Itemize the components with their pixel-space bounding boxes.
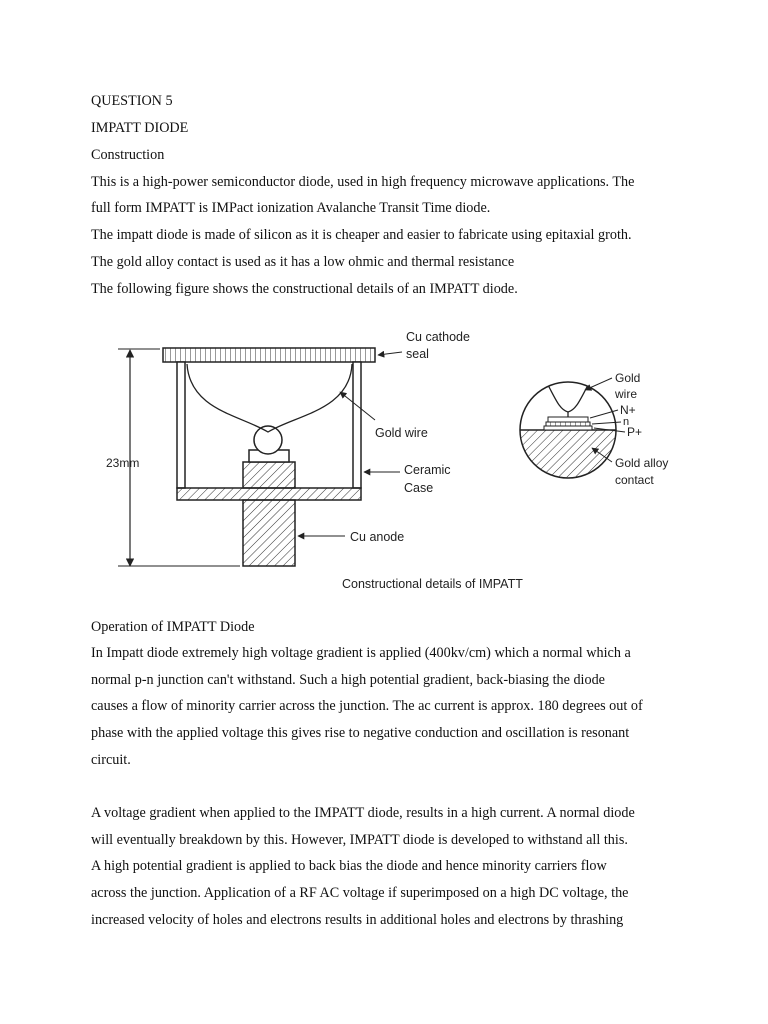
- detail-substrate: [518, 430, 618, 480]
- anode-stem-shape: [243, 500, 295, 566]
- detail-layer-n: [546, 422, 590, 426]
- paragraph-line: phase with the applied voltage this gives rise to negative conduction and oscillation is resonant: [91, 725, 630, 741]
- paragraph-line: The impatt diode is made of silicon as it is cheaper and easier to fabricate using epitaxial groth.: [91, 227, 632, 243]
- paragraph-line: This is a high-power semiconductor diode, used in high frequency microwave applications. The: [91, 174, 635, 190]
- impatt-construction-diagram: [0, 320, 768, 600]
- label-gold-wire: Gold wire: [375, 426, 428, 440]
- paragraph-line: across the junction. Application of a RF AC voltage if superimposed on a high DC voltage, the: [91, 885, 629, 901]
- detail-label-nplus: N+: [620, 403, 636, 417]
- paragraph-line: causes a flow of minority carrier across the junction. The ac current is approx. 180 degrees out of: [91, 698, 643, 714]
- detail-arrow-gold-wire: [585, 378, 612, 390]
- paragraph-line: increased velocity of holes and electrons results in additional holes and electrons by thrashing: [91, 912, 624, 928]
- detail-label-gold: Gold: [615, 371, 641, 385]
- anode-pedestal-shape: [243, 462, 295, 488]
- anode-flange-shape: [177, 488, 361, 500]
- ceramic-wall-left: [177, 362, 185, 488]
- paragraph-line: The following figure shows the constructional details of an IMPATT diode.: [91, 281, 518, 297]
- label-cu-cathode-seal: seal: [406, 347, 429, 361]
- paragraph-line: A voltage gradient when applied to the IMPATT diode, results in a high current. A normal diode: [91, 805, 635, 821]
- paragraph-line: will eventually breakdown by this. However, IMPATT diode is developed to withstand all this.: [91, 832, 628, 848]
- paragraph-line: The gold alloy contact is used as it has a low ohmic and thermal resistance: [91, 254, 515, 270]
- document-title: IMPATT DIODE: [91, 120, 189, 136]
- dimension-label: 23mm: [106, 456, 140, 470]
- paragraph-line: circuit.: [91, 752, 131, 768]
- label-ceramic: Ceramic: [404, 463, 451, 477]
- paragraph-line: normal p-n junction can't withstand. Such a high potential gradient, back-biasing the diode: [91, 672, 605, 688]
- detail-label-n: n: [623, 416, 630, 428]
- ceramic-wall-right: [353, 362, 361, 488]
- label-cu-cathode: Cu cathode: [406, 330, 470, 344]
- detail-label-pplus: P+: [627, 425, 643, 439]
- arrow-cathode: [378, 352, 402, 355]
- detail-label-wire: wire: [615, 387, 638, 401]
- section-heading-construction: Construction: [91, 147, 165, 163]
- section-heading-operation: Operation of IMPATT Diode: [91, 619, 255, 635]
- diode-bulb-shape: [254, 426, 282, 454]
- detail-junction-diagram: [518, 382, 618, 480]
- detail-layer-nplus: [548, 417, 588, 422]
- paragraph-line: In Impatt diode extremely high voltage gradient is applied (400kv/cm) which a normal which a: [91, 645, 631, 661]
- paragraph-line: A high potential gradient is applied to back bias the diode and hence minority carriers flow: [91, 858, 607, 874]
- detail-label-gold-alloy: Gold alloy: [615, 456, 669, 470]
- figure-caption: Constructional details of IMPATT: [342, 577, 523, 591]
- detail-layer-pplus: [544, 426, 592, 430]
- question-number: QUESTION 5: [91, 93, 173, 109]
- gold-wire-shape: [187, 364, 352, 432]
- paragraph-line: full form IMPATT is IMPact ionization Avalanche Transit Time diode.: [91, 200, 491, 216]
- detail-label-contact: contact: [615, 473, 654, 487]
- label-ceramic-case: Case: [404, 481, 434, 495]
- label-cu-anode: Cu anode: [350, 530, 405, 544]
- cathode-seal-shape: [163, 348, 375, 362]
